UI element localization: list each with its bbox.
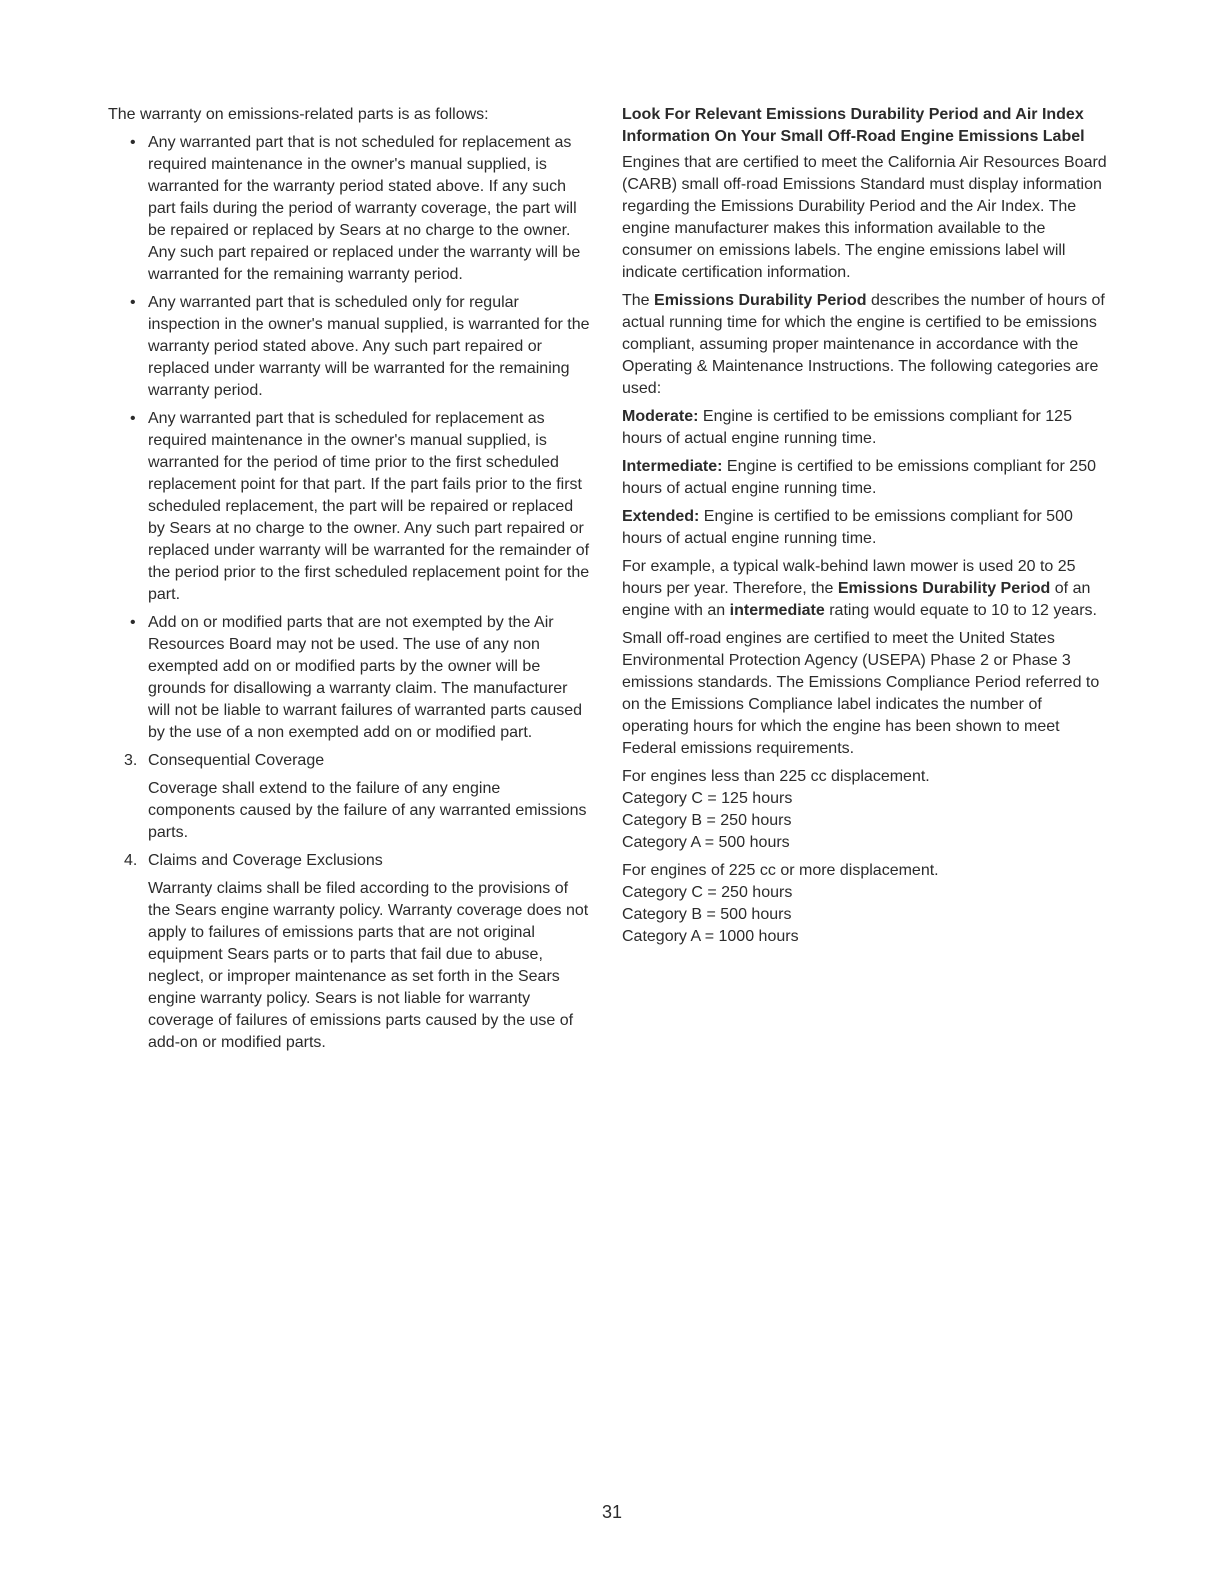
numbered-item-3 bbox=[108, 750, 590, 772]
category-line: Category C = 125 hours bbox=[622, 790, 793, 807]
text: For example, a typical walk-behind lawn mower is used 20 to 25 hours per year. Therefore, the bbox=[622, 558, 1076, 597]
intermediate-category bbox=[622, 456, 1112, 500]
item-title: Consequential Coverage bbox=[148, 752, 325, 769]
bold-term: intermediate bbox=[729, 602, 825, 619]
moderate-category bbox=[622, 406, 1112, 450]
bullet-item bbox=[108, 612, 590, 744]
category-line: Category B = 500 hours bbox=[622, 906, 792, 923]
large-engine-categories bbox=[622, 860, 1112, 948]
text: of an engine with an bbox=[622, 580, 1091, 619]
item-3-text: Coverage shall extend to the failure of any engine components caused by the failure of any warranted emissions parts. bbox=[148, 780, 587, 841]
category-title: For engines of 225 cc or more displacement. bbox=[622, 862, 939, 879]
left-column bbox=[108, 104, 590, 1060]
durability-paragraph bbox=[622, 290, 1112, 400]
category-text: Engine is certified to be emissions compliant for 250 hours of actual engine running time. bbox=[622, 458, 1096, 497]
item-number: 3. bbox=[124, 752, 138, 769]
bullet-item bbox=[108, 408, 590, 606]
text: The bbox=[622, 292, 655, 309]
bullet-item bbox=[108, 292, 590, 402]
text: describes the number of hours of actual running time for which the engine is certified to be emissions compliant, assuming proper maintenance in accordance with the Operating & Maintenance Instructions. The following categories are used: bbox=[622, 292, 1105, 397]
text: rating would equate to 10 to 12 years. bbox=[824, 602, 1097, 619]
small-engine-categories bbox=[622, 766, 1112, 854]
numbered-item-4 bbox=[108, 850, 590, 872]
category-text: Engine is certified to be emissions compliant for 500 hours of actual engine running time. bbox=[622, 508, 1073, 547]
page-number: 31 bbox=[601, 1502, 623, 1522]
category-line: Category B = 250 hours bbox=[622, 812, 792, 829]
example-paragraph bbox=[622, 556, 1112, 622]
category-title: For engines less than 225 cc displacement. bbox=[622, 768, 930, 785]
category-line: Category A = 1000 hours bbox=[622, 928, 799, 945]
bullet-icon: • bbox=[130, 410, 136, 427]
carb-paragraph: Engines that are certified to meet the California Air Resources Board (CARB) small off-road Emissions Standard must display information regarding the Emissions Durability Period and the Air Index. The engine manufacturer makes this information available to the consumer on emissions labels. The engine emissions label will indicate certification information. bbox=[622, 154, 1107, 281]
bullet-icon: • bbox=[130, 294, 136, 311]
category-label: Intermediate: bbox=[622, 458, 723, 475]
item-title: Claims and Coverage Exclusions bbox=[148, 852, 383, 869]
bullet-text: Any warranted part that is scheduled only for regular inspection in the owner's manual supplied, is warranted for the warranty period stated above. Any such part repaired or replaced under warranty will be warranted for the remaining warranty period. bbox=[148, 294, 590, 399]
category-label: Extended: bbox=[622, 508, 700, 525]
bullet-text: Any warranted part that is not scheduled for replacement as required maintenance in the owner's manual supplied, is warranted for the warranty period stated above. If any such part fails during the period of warranty coverage, the part will be repaired or replaced by Sears at no charge to the owner. Any such part repaired or replaced under the warranty will be warranted for the remaining warranty period. bbox=[148, 134, 581, 283]
bullet-text: Any warranted part that is scheduled for replacement as required maintenance in the owner's manual supplied, is warranted for the period of time prior to the first scheduled replacement point for that part. If the part fails prior to the first scheduled replacement, the part will be repaired or replaced by Sears at no charge to the owner. Any such part repaired or replaced under warranty will be warranted for the remainder of the period prior to the first scheduled replacement point for the part. bbox=[148, 410, 590, 603]
usepa-paragraph: Small off-road engines are certified to meet the United States Environmental Protection Agency (USEPA) Phase 2 or Phase 3 emissions standards. The Emissions Compliance Period referred to on the Emissions Compliance label indicates the number of operating hours for which the engine has been shown to meet Federal emissions requirements. bbox=[622, 630, 1100, 757]
bold-term: Emissions Durability Period bbox=[654, 292, 867, 309]
category-text: Engine is certified to be emissions compliant for 125 hours of actual engine running time. bbox=[622, 408, 1072, 447]
bold-term: Emissions Durability Period bbox=[837, 580, 1051, 597]
category-line: Category C = 250 hours bbox=[622, 884, 793, 901]
bullet-icon: • bbox=[130, 614, 136, 631]
bullet-icon: • bbox=[130, 134, 136, 151]
extended-category bbox=[622, 506, 1112, 550]
item-4-text: Warranty claims shall be filed according to the provisions of the Sears engine warranty policy. Warranty coverage does not apply to failures of emissions parts that are not original equipment Sears parts or to parts that fail due to abuse, neglect, or improper maintenance as set forth in the Sears engine warranty policy. Sears is not liable for warranty coverage of failures of emissions parts caused by the use of add-on or modified parts. bbox=[148, 880, 589, 1051]
section-heading: Look For Relevant Emissions Durability Period and Air Index Information On Your Small Off-Road Engine Emissions Label bbox=[622, 106, 1085, 145]
bullet-text: Add on or modified parts that are not exempted by the Air Resources Board may not be used. The use of any non exempted add on or modified parts by the owner will be grounds for disallowing a warranty claim. The manufacturer will not be liable to warrant failures of warranted parts caused by the use of a non exempted add on or modified part. bbox=[148, 614, 582, 741]
item-number: 4. bbox=[124, 852, 138, 869]
category-label: Moderate: bbox=[622, 408, 699, 425]
right-column bbox=[622, 104, 1112, 954]
warranty-intro: The warranty on emissions-related parts is as follows: bbox=[108, 106, 489, 123]
category-line: Category A = 500 hours bbox=[622, 834, 790, 851]
bullet-item bbox=[108, 132, 590, 286]
